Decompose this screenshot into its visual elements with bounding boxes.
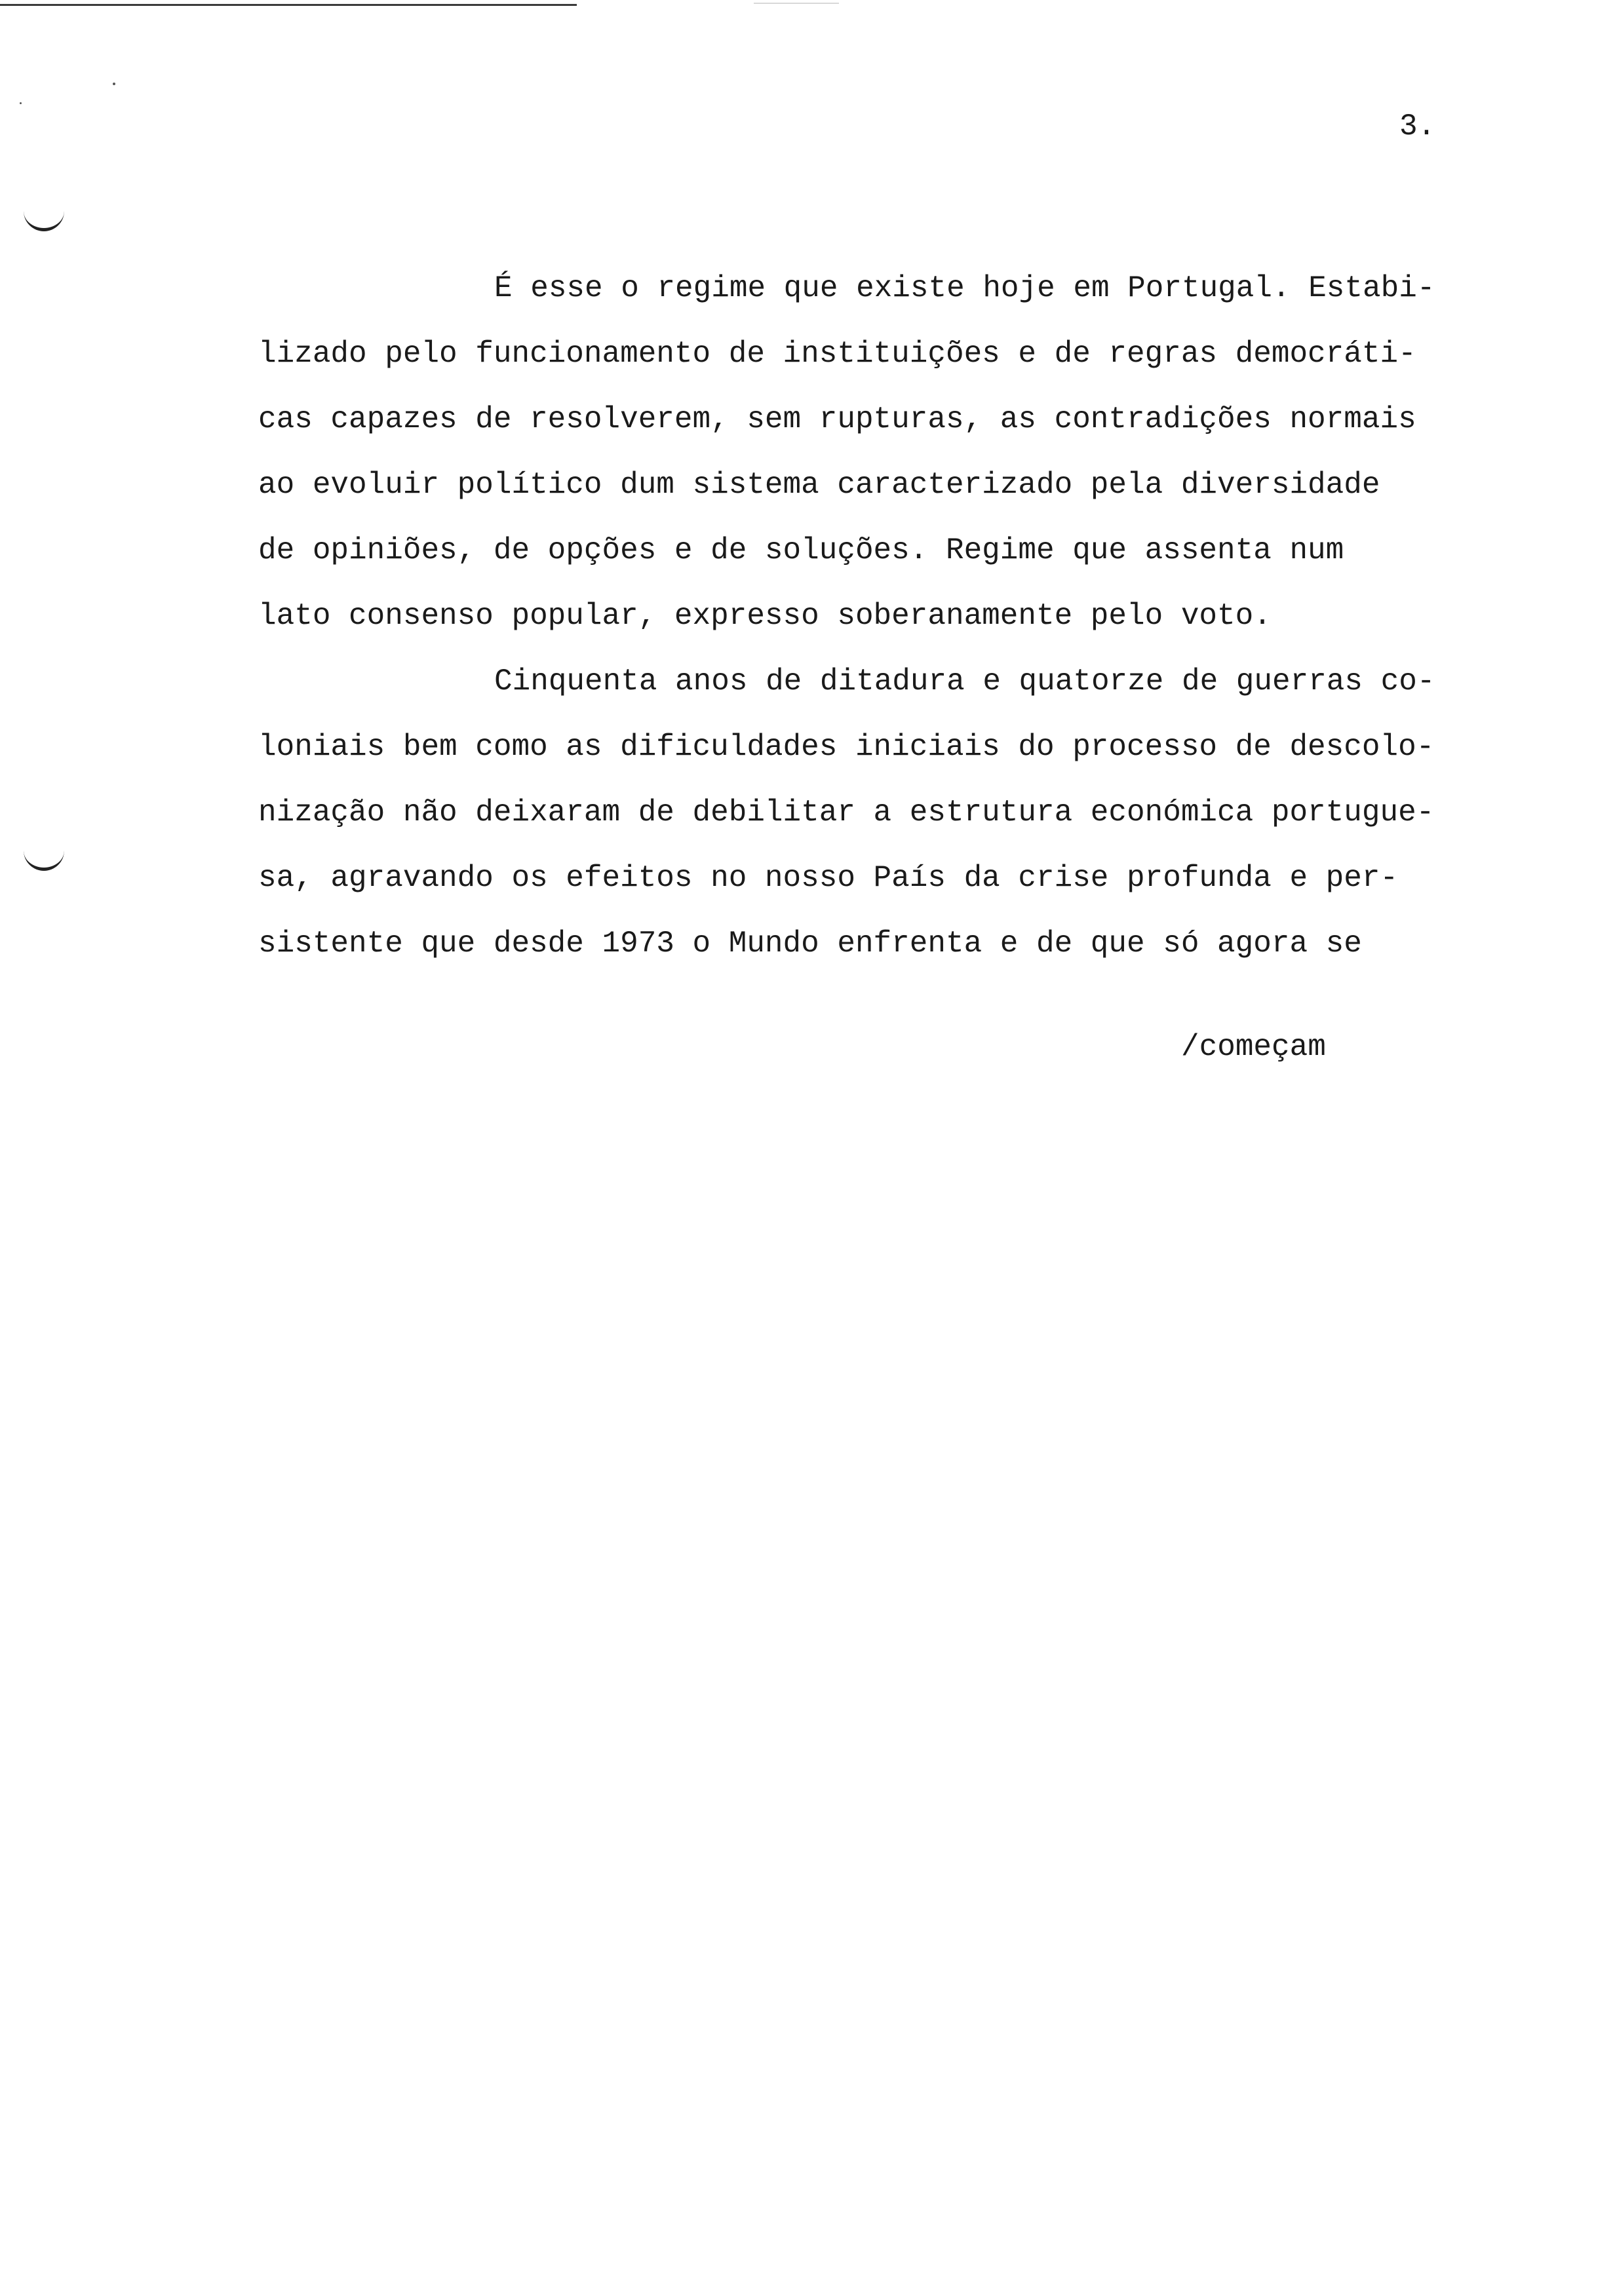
paragraph-line: de opiniões, de opções e de soluções. Regime que assenta num [258, 533, 1344, 567]
paragraph-line: lato consenso popular, expresso soberanamente pelo voto. [258, 599, 1272, 633]
scan-speck [20, 102, 22, 104]
top-edge-rule [0, 4, 577, 6]
paragraph-line: É esse o regime que existe hoje em Portugal. Estabi- [494, 271, 1435, 305]
punch-hole-mark-top [24, 208, 64, 231]
paragraph-line: loniais bem como as dificuldades iniciais do processo de descolo- [258, 730, 1435, 764]
paragraph-line: Cinquenta anos de ditadura e quatorze de guerras co- [494, 664, 1435, 698]
paragraph-line: cas capazes de resolverem, sem rupturas, as contradições normais [258, 402, 1416, 436]
page-number: 3. [1399, 109, 1436, 144]
scan-speck [113, 83, 115, 85]
paragraph-line: nização não deixaram de debilitar a estrutura económica portugue- [258, 795, 1435, 830]
punch-hole-mark-middle [24, 848, 64, 871]
paragraph-line: sistente que desde 1973 o Mundo enfrenta e de que só agora se [258, 927, 1362, 961]
paragraph-line: sa, agravando os efeitos no nosso País da crise profunda e per- [258, 861, 1399, 895]
catchword: /começam [1181, 1030, 1326, 1064]
top-edge-mark [754, 3, 839, 4]
paragraph-line: lizado pelo funcionamento de instituições e de regras democráti- [258, 337, 1416, 371]
paragraph-line: ao evoluir político dum sistema caracterizado pela diversidade [258, 468, 1380, 502]
